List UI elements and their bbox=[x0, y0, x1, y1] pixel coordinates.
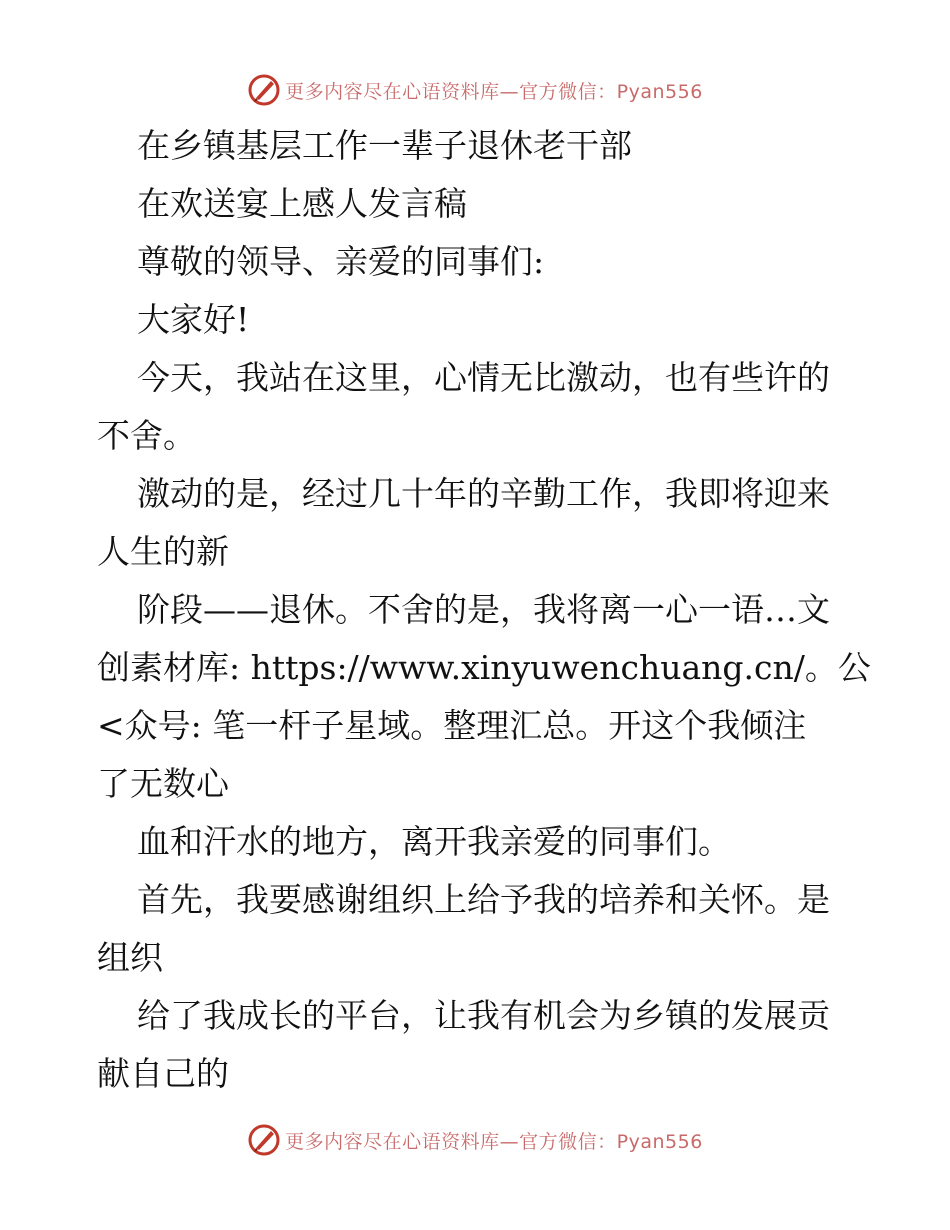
text-line: 创素材库: https://www.xinyuwenchuang.cn/。公 bbox=[97, 648, 871, 687]
text-line: 尊敬的领导、亲爱的同事们: bbox=[137, 242, 545, 281]
text-line: 人生的新 bbox=[97, 532, 229, 571]
footer-banner-text: 更多内容尽在心语资料库—官方微信：Pyan556 bbox=[285, 1130, 703, 1153]
text-line: 给了我成长的平台，让我有机会为乡镇的发展贡 bbox=[137, 996, 830, 1035]
text-line: 献自己的 bbox=[97, 1054, 229, 1093]
quill-logo-icon bbox=[247, 73, 281, 107]
header-banner bbox=[0, 70, 950, 110]
text-line: 今天，我站在这里，心情无比激动，也有些许的 bbox=[137, 358, 830, 397]
quill-logo-icon bbox=[247, 1123, 281, 1157]
document-body bbox=[97, 117, 871, 1103]
footer-banner bbox=[0, 1120, 950, 1160]
text-line: 首先，我要感谢组织上给予我的培养和关怀。是 bbox=[137, 880, 830, 919]
text-line: 在乡镇基层工作一辈子退休老干部 bbox=[137, 126, 632, 165]
text-line: 不舍。 bbox=[97, 416, 196, 455]
text-line: 组织 bbox=[97, 938, 163, 977]
text-line: 阶段——退休。不舍的是，我将离一心一语…文 bbox=[137, 590, 830, 629]
text-line: <众号: 笔一杆子星域。整理汇总。开这个我倾注 bbox=[97, 706, 807, 745]
text-line: 在欢送宴上感人发言稿 bbox=[137, 184, 467, 223]
text-line: 了无数心 bbox=[97, 764, 229, 803]
text-line: 激动的是，经过几十年的辛勤工作，我即将迎来 bbox=[137, 474, 830, 513]
header-banner-text: 更多内容尽在心语资料库—官方微信：Pyan556 bbox=[285, 80, 703, 103]
text-line: 大家好! bbox=[137, 300, 250, 339]
text-line: 血和汗水的地方，离开我亲爱的同事们。 bbox=[137, 822, 731, 861]
